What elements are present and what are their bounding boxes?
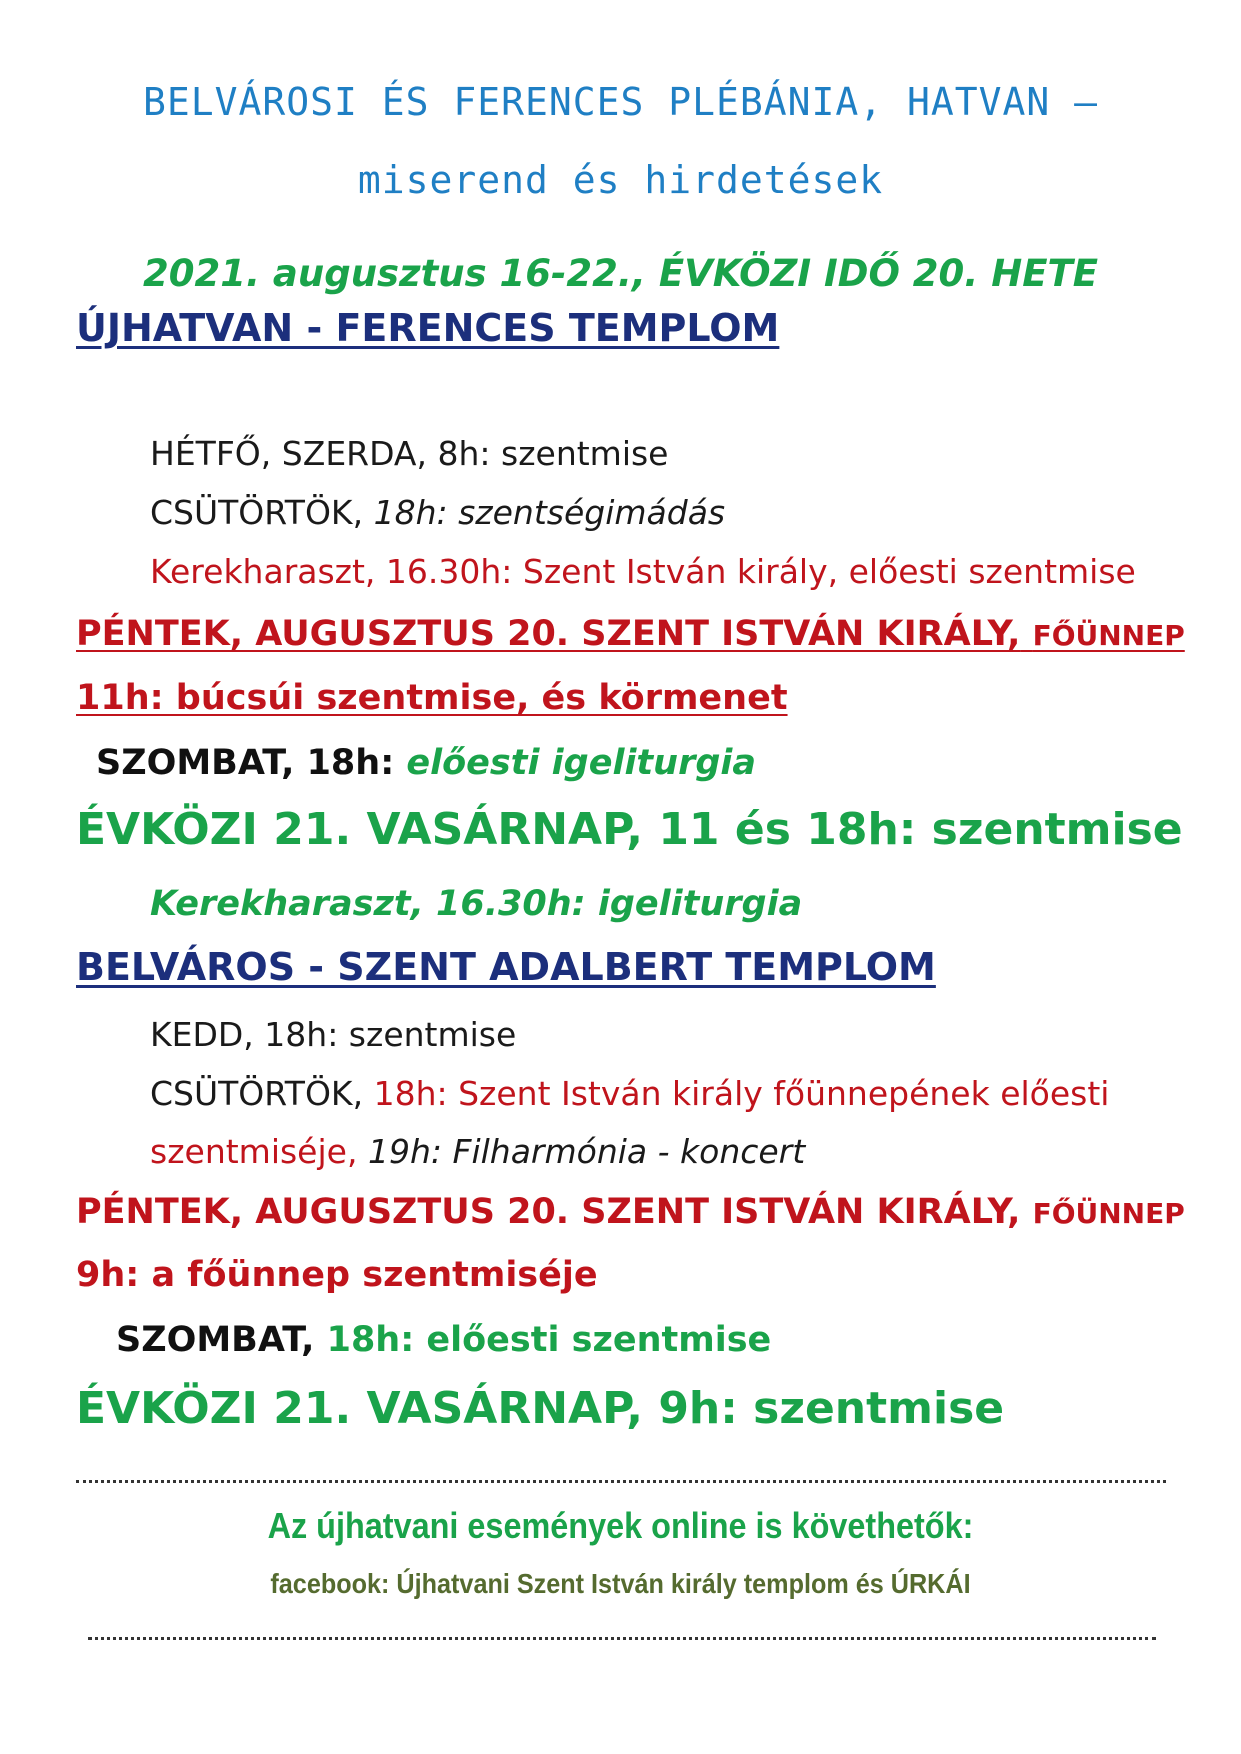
schedule-saturday [96,743,756,783]
divider [76,1480,1166,1483]
schedule-kerekharaszt-sunday: Kerekharaszt, 16.30h: igeliturgia [150,884,803,924]
page-title: BELVÁROSI ÉS FERENCES PLÉBÁNIA, HATVAN – [142,80,1099,124]
section-heading-belvaros: BELVÁROS - SZENT ADALBERT TEMPLOM [76,945,936,989]
schedule-thursday-cont [150,1132,805,1171]
day-label: CSÜTÖRTÖK, [150,1074,364,1113]
event-text: előesti igeliturgia [406,743,757,783]
schedule-tuesday: KEDD, 18h: szentmise [150,1015,517,1054]
schedule-thursday [150,493,725,532]
day-label: SZOMBAT, 18h: [96,743,395,783]
schedule-saturday [116,1320,771,1360]
page-subtitle: miserend és hirdetések [357,158,884,202]
section-heading-ujhatvan: ÚJHATVAN - FERENCES TEMPLOM [76,306,780,350]
feast-mass: 11h: búcsúi szentmise, és körmenet [76,678,788,718]
feast-friday [76,1192,1185,1232]
schedule-thursday [150,1074,1109,1113]
event-text: 18h: szentségimádás [373,493,726,532]
divider [88,1637,1156,1640]
schedule-mon-wed: HÉTFŐ, SZERDA, 8h: szentmise [150,434,669,473]
facebook-link-text: facebook: Újhatvani Szent István király templom és ÚRKÁI [270,1568,971,1599]
event-text: 18h: előesti szentmise [326,1320,772,1360]
week-heading: 2021. augusztus 16-22., ÉVKÖZI IDŐ 20. HETE [142,252,1098,295]
feast-mass: 9h: a főünnep szentmiséje [76,1255,598,1295]
schedule-sunday: ÉVKÖZI 21. VASÁRNAP, 9h: szentmise [76,1383,1005,1434]
event-text: 18h: Szent István király főünnepének előesti [373,1074,1110,1113]
feast-friday [76,614,1185,654]
day-label: SZOMBAT, [116,1320,315,1360]
concert-text: 19h: Filharmónia - koncert [367,1132,806,1171]
online-notice: Az újhatvani események online is követhetők: [267,1505,974,1546]
feast-title: PÉNTEK, AUGUSZTUS 20. SZENT ISTVÁN KIRÁLY, [76,1192,1021,1232]
feast-tag: FŐÜNNEP [1032,1197,1185,1230]
feast-tag: FŐÜNNEP [1032,619,1185,652]
schedule-kerekharaszt-eve: Kerekharaszt, 16.30h: Szent István király, előesti szentmise [150,552,1136,591]
feast-title: PÉNTEK, AUGUSZTUS 20. SZENT ISTVÁN KIRÁLY, [76,614,1021,654]
day-label: CSÜTÖRTÖK, [150,493,364,532]
schedule-sunday: ÉVKÖZI 21. VASÁRNAP, 11 és 18h: szentmise [76,804,1183,855]
event-text: szentmiséje, [150,1132,358,1171]
